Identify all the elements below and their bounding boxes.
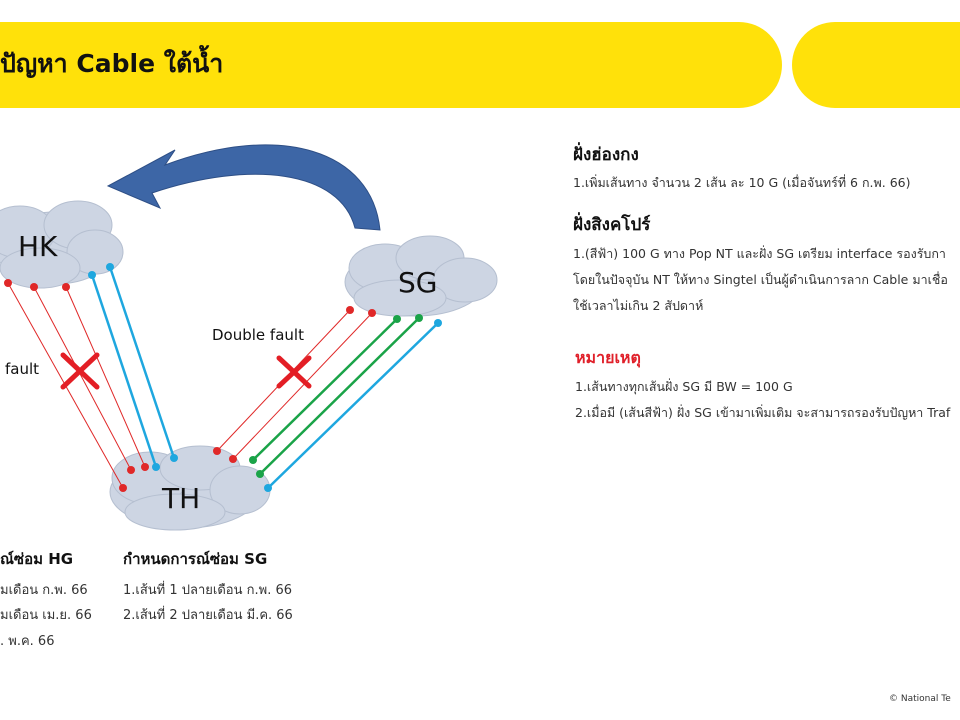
fault-cross-hk [63,355,97,387]
double-fault-label: Double fault [212,326,304,344]
repair-sg-line-2: 2.เส้นที่ 2 ปลายเดือน มี.ค. 66 [123,608,293,623]
hongkong-line-1: 1.เพิ่มเส้นทาง จำนวน 2 เส้น ละ 10 G (เมื่อจันทร์ที่ 6 ก.พ. 66) [573,175,911,190]
sg-label: SG [398,266,438,299]
notes-heading: หมายเหตุ [575,348,641,367]
reroute-arrow [108,145,380,230]
hk-label: HK [18,230,58,263]
hk-th-blue-link-1 [92,275,156,467]
singapore-line-3: ใช้เวลาไม่เกิน 2 สัปดาห์ [573,298,704,313]
repair-hg-line-3: . พ.ค. 66 [0,634,55,649]
singapore-line-1: 1.(สีฟ้า) 100 G ทาง Pop NT และฝั่ง SG เตรียม interface รองรับกา [573,246,946,261]
singapore-line-2: โดยในปัจจุบัน NT ให้ทาง Singtel เป็นผู้ดำเนินการลาก Cable มาเชื่อ [573,272,948,287]
sg-th-blue-link [268,323,438,488]
fault-cross-sg [279,358,309,386]
hongkong-heading: ฝั่งฮ่องกง [573,145,639,165]
hk-th-red-link-2 [34,287,131,470]
notes-line-1: 1.เส้นทางทุกเส้นฝั่ง SG มี BW = 100 G [575,379,793,394]
th-label: TH [162,482,201,515]
hk-th-blue-link-2 [110,267,174,458]
copyright-footer: © National Te [889,694,951,704]
repair-hg-heading: ณ์ซ่อม HG [0,550,74,568]
singapore-heading: ฝั่งสิงคโปร์ [573,215,651,235]
repair-sg-heading: กำหนดการณ์ซ่อม SG [123,550,268,568]
repair-hg-line-2: มเดือน เม.ย. 66 [0,608,92,623]
left-fault-label: fault [5,360,40,378]
repair-sg-line-1: 1.เส้นที่ 1 ปลายเดือน ก.พ. 66 [123,583,292,598]
notes-line-2: 2.เมื่อมี (เส้นสีฟ้า) ฝั่ง SG เข้ามาเพิ่มเติม จะสามารถรองรับปัญหา Traf [575,405,951,420]
repair-hg-line-1: มเดือน ก.พ. 66 [0,583,88,598]
page-title: ปัญหา Cable ใต้น้ำ [0,49,224,78]
